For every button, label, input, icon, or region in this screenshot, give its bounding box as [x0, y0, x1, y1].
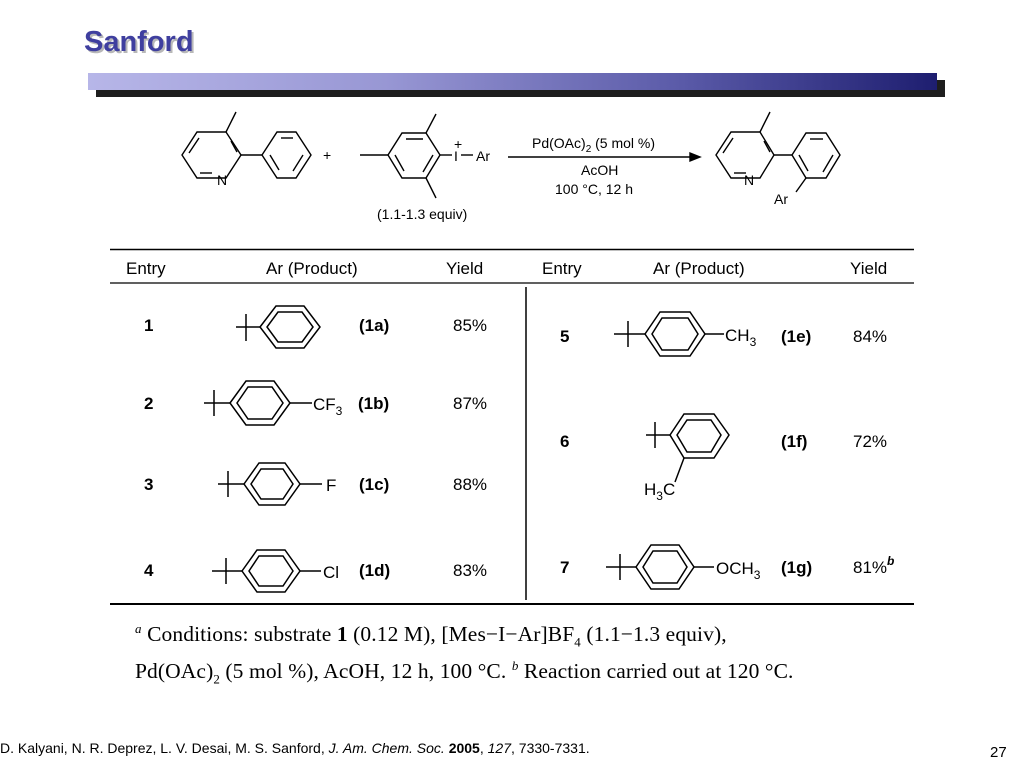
iodonium-charge: + [454, 136, 463, 152]
reagent-equiv: (1.1-1.3 equiv) [377, 206, 468, 222]
structure-1c [218, 463, 322, 505]
label-1g: (1g) [781, 558, 813, 577]
structure-1f [646, 414, 729, 482]
entry-1: 1 [144, 316, 154, 335]
table-footnote: $^a$ Conditions: substrate 1 (0.12 M), $[Mes-I-Ar]BF_4$ (1.1−1.3 equiv), $Pd(OAc)_2$ (5 mol %), AcOH, 12 h, 100 °C. $^b$ Reaction carried out at 120 °C. [135, 621, 794, 687]
footnote-mark-a: a [135, 621, 142, 636]
label-1e: (1e) [781, 327, 812, 346]
plus-sign: + [323, 147, 332, 163]
structure-1g [606, 545, 714, 589]
product-aryl-label: Ar [774, 191, 788, 207]
structure-1d [212, 550, 321, 592]
pyridine-nitrogen: N [217, 172, 228, 188]
label-1a: (1a) [359, 316, 390, 335]
citation-volume: 127 [487, 740, 511, 756]
header-entry-left: Entry [126, 259, 166, 278]
header-entry-right: Entry [542, 259, 582, 278]
yield-7: 81%$^b$ [853, 554, 895, 577]
phenyl-ring [262, 132, 311, 178]
substituent-1f: $H_3C$ [644, 480, 676, 503]
entry-7: 7 [560, 558, 570, 577]
footnote-mark-b: b [511, 657, 519, 673]
reaction-scheme [0, 0, 1024, 240]
yield-6: 72% [853, 432, 888, 451]
product-nitrogen: N [744, 172, 755, 188]
yield-1: 85% [453, 316, 488, 335]
structure-1b [204, 381, 312, 425]
label-1d: (1d) [359, 561, 391, 580]
substituent-1b: $CF_3$ [313, 395, 343, 418]
header-product-left: Ar (Product) [266, 259, 358, 278]
yield-5: 84% [853, 327, 888, 346]
scope-table [0, 240, 1024, 615]
journal-name: J. Am. Chem. Soc. [328, 740, 445, 756]
aryl-label: Ar [476, 148, 490, 164]
slide-title: Sanford [84, 26, 194, 58]
entry-4: 4 [144, 561, 154, 580]
label-1f: (1f) [781, 432, 808, 451]
header-yield-right: Yield [850, 259, 888, 278]
yield-2: 87% [453, 394, 488, 413]
solvent-label: AcOH [581, 162, 619, 178]
structure-1a [236, 306, 320, 348]
label-1c: (1c) [359, 475, 390, 494]
entry-6: 6 [560, 432, 570, 451]
substituent-1g: $OCH_3$ [716, 559, 761, 582]
citation: D. Kalyani, N. R. Deprez, L. V. Desai, M. S. Sanford, J. Am. Chem. Soc. 2005, 127, 7330-7331. [0, 740, 590, 756]
product-aryl-ring [792, 133, 840, 178]
header-yield-left: Yield [446, 259, 484, 278]
pyridine-methyl-bond [226, 112, 236, 132]
entry-2: 2 [144, 394, 154, 413]
yield-4: 83% [453, 561, 488, 580]
mesityl-ortho-methyl-bottom [426, 178, 436, 198]
yield-3: 88% [453, 475, 488, 494]
substituent-1c: F [326, 476, 337, 495]
page-number: 27 [990, 744, 1007, 761]
conditions-label: 100 °C, 12 h [555, 181, 633, 197]
reaction-arrow-head [690, 153, 700, 161]
label-1b: (1b) [358, 394, 390, 413]
header-product-right: Ar (Product) [653, 259, 745, 278]
mesityl-ortho-methyl-top [426, 114, 436, 133]
yield-7-footnote-mark: b [887, 554, 895, 568]
catalyst-label: $Pd(OAc)_2$ (5 mol %) [532, 135, 656, 155]
citation-year: 2005 [448, 740, 480, 756]
product-ortho-aryl-bond [796, 178, 806, 192]
iodine-label: I [454, 148, 458, 164]
product-methyl-bond [760, 112, 770, 132]
substituent-1e: $CH_3$ [725, 326, 757, 349]
mesityl-ring [388, 133, 440, 178]
structure-1e [614, 312, 724, 356]
substituent-1d: Cl [323, 563, 340, 582]
pyridine-ring [182, 132, 241, 178]
entry-5: 5 [560, 327, 570, 346]
entry-3: 3 [144, 475, 154, 494]
